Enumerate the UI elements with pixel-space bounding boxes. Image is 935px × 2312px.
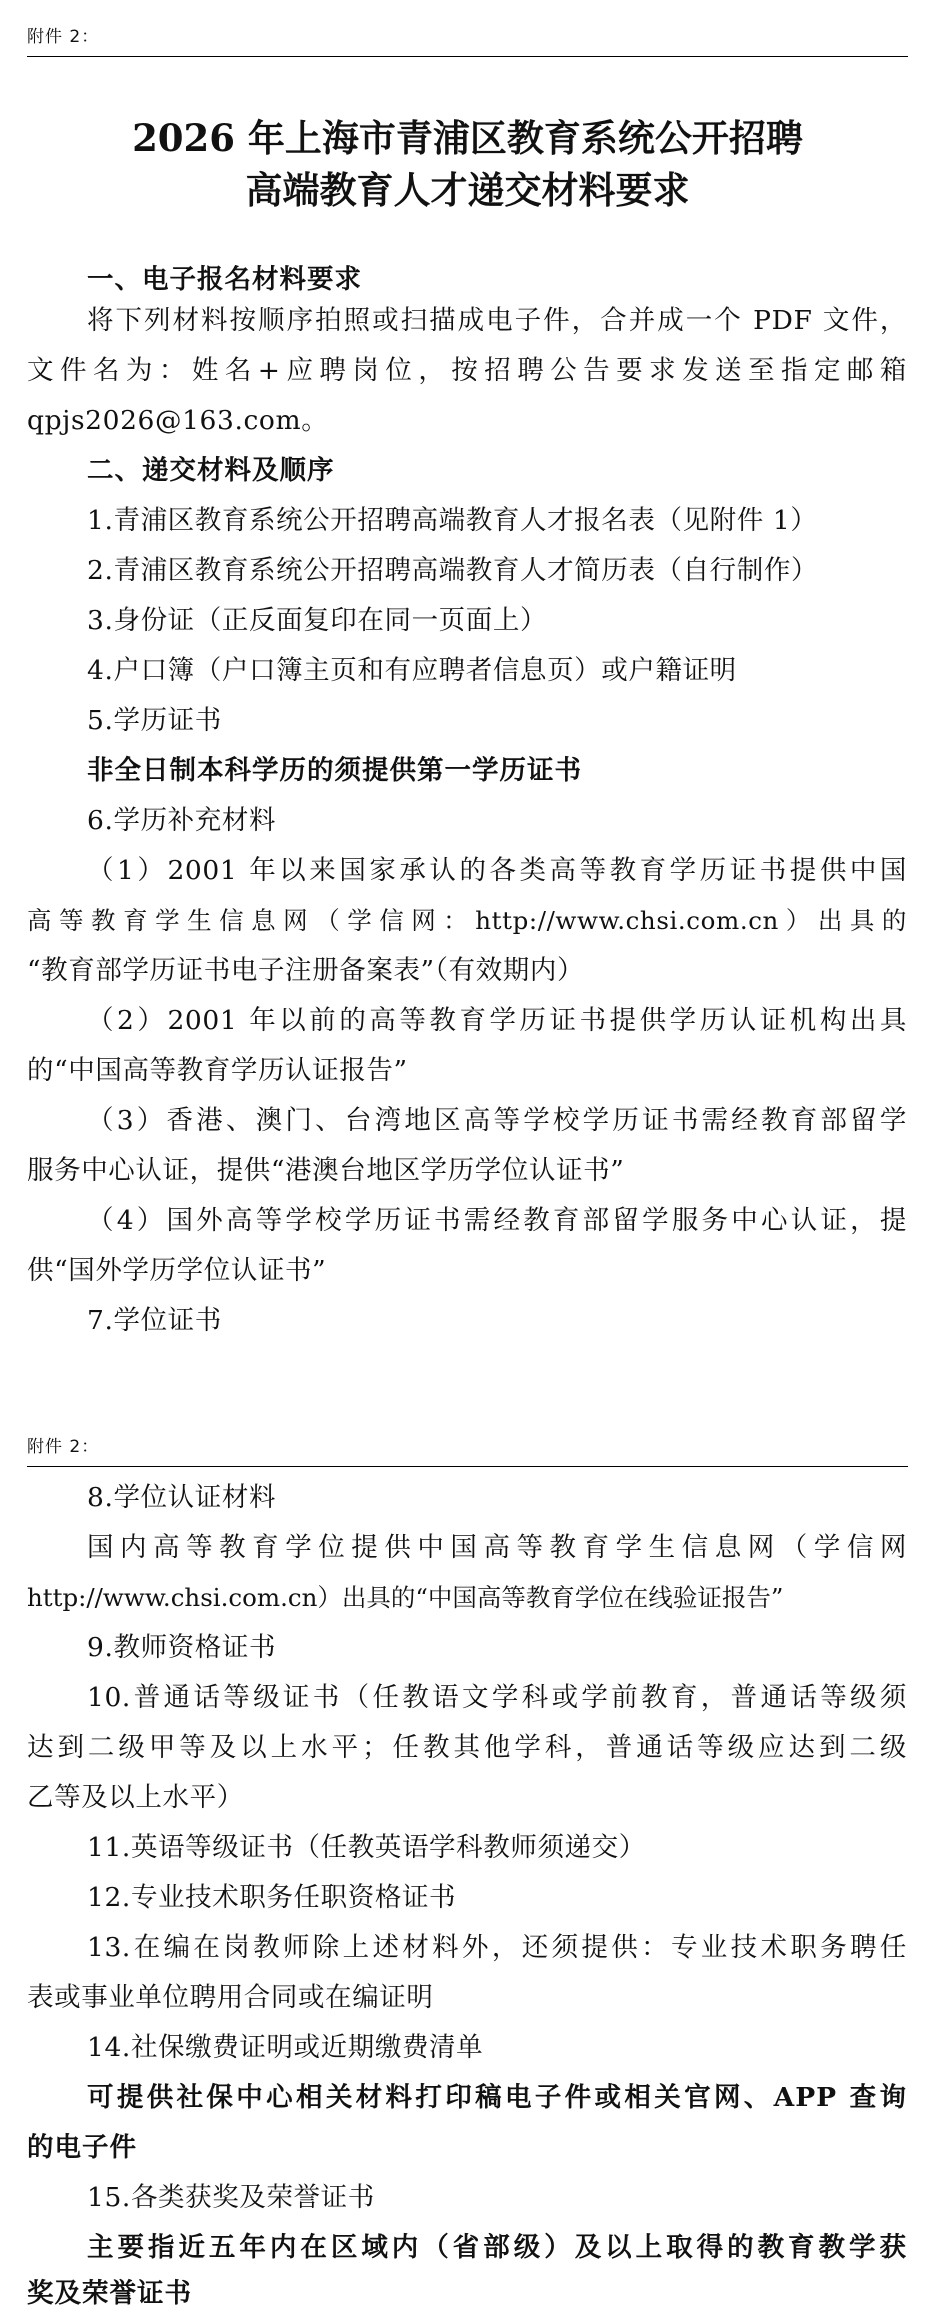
list-item: 国内高等教育学位提供中国高等教育学生信息网（学信网 <box>87 1532 907 1563</box>
page-header <box>27 0 908 57</box>
list-item: （1）2001 年以来国家承认的各类高等教育学历证书提供中国 <box>87 855 907 886</box>
attachment-label: 附件 2： <box>27 27 100 47</box>
email-address: qpjs2026@163.com。 <box>27 405 329 436</box>
list-item: 9.教师资格证书 <box>87 1632 277 1663</box>
list-item-note: 奖及荣誉证书 <box>27 2278 192 2309</box>
list-item: （2）2001 年以前的高等教育学历证书提供学历认证机构出具 <box>87 1005 907 1036</box>
list-item: 3.身份证（正反面复印在同一页面上） <box>87 605 548 636</box>
list-item: 供“国外学历学位认证书” <box>27 1255 327 1286</box>
list-item: 的“中国高等教育学历认证报告” <box>27 1055 408 1086</box>
list-item: 15.各类获奖及荣誉证书 <box>87 2182 375 2213</box>
list-item-note: 的电子件 <box>27 2132 137 2163</box>
document-title-line-2: 高端教育人才递交材料要求 <box>245 168 690 212</box>
list-item: 8.学位认证材料 <box>87 1482 277 1513</box>
list-item: 10.普通话等级证书（任教语文学科或学前教育，普通话等级须 <box>87 1682 907 1713</box>
list-item: （3）香港、澳门、台湾地区高等学校学历证书需经教育部留学 <box>87 1105 907 1136</box>
list-item: 2.青浦区教育系统公开招聘高端教育人才简历表（自行制作） <box>87 555 819 586</box>
page-header <box>27 1420 908 1467</box>
attachment-label: 附件 2： <box>27 1437 100 1457</box>
list-item: 表或事业单位聘用合同或在编证明 <box>27 1982 434 2013</box>
section-heading-electronic: 一、电子报名材料要求 <box>87 264 362 295</box>
list-item: 高等教育学生信息网（学信网：http://www.chsi.com.cn）出具的 <box>27 906 907 935</box>
list-item-note: 非全日制本科学历的须提供第一学历证书 <box>87 755 582 786</box>
list-item: 13.在编在岗教师除上述材料外，还须提供：专业技术职务聘任 <box>87 1932 907 1963</box>
list-item: 14.社保缴费证明或近期缴费清单 <box>87 2032 484 2063</box>
list-item-note: 可提供社保中心相关材料打印稿电子件或相关官网、APP 查询 <box>87 2082 907 2113</box>
list-item: 5.学历证书 <box>87 705 222 736</box>
list-item: 6.学历补充材料 <box>87 805 277 836</box>
paragraph-line: 文件名为：姓名+应聘岗位，按招聘公告要求发送至指定邮箱 <box>27 355 907 386</box>
list-item: “教育部学历证书电子注册备案表”（有效期内） <box>27 955 585 986</box>
list-item: 1.青浦区教育系统公开招聘高端教育人才报名表（见附件 1） <box>87 505 818 536</box>
list-item: （4）国外高等学校学历证书需经教育部留学服务中心认证，提 <box>87 1205 907 1236</box>
document-page-2 <box>0 1410 935 2310</box>
list-item: 7.学位证书 <box>87 1305 222 1336</box>
list-item: 11.英语等级证书（任教英语学科教师须递交） <box>87 1832 646 1863</box>
paragraph-line: 将下列材料按顺序拍照或扫描成电子件，合并成一个 PDF 文件， <box>87 305 907 336</box>
list-item-note: 主要指近五年内在区域内（省部级）及以上取得的教育教学获 <box>87 2232 907 2263</box>
document-title-line-1: 2026 年上海市青浦区教育系统公开招聘 <box>132 116 803 160</box>
list-item: 12.专业技术职务任职资格证书 <box>87 1882 457 1913</box>
list-item: 服务中心认证，提供“港澳台地区学历学位认证书” <box>27 1155 625 1186</box>
list-item: 4.户口簿（户口簿主页和有应聘者信息页）或户籍证明 <box>87 655 737 686</box>
list-item: http://www.chsi.com.cn）出具的“中国高等教育学位在线验证报告” <box>27 1583 784 1612</box>
list-item: 乙等及以上水平） <box>27 1782 244 1813</box>
list-item: 达到二级甲等及以上水平；任教其他学科，普通话等级应达到二级 <box>27 1732 907 1763</box>
section-heading-materials: 二、递交材料及顺序 <box>87 455 335 486</box>
